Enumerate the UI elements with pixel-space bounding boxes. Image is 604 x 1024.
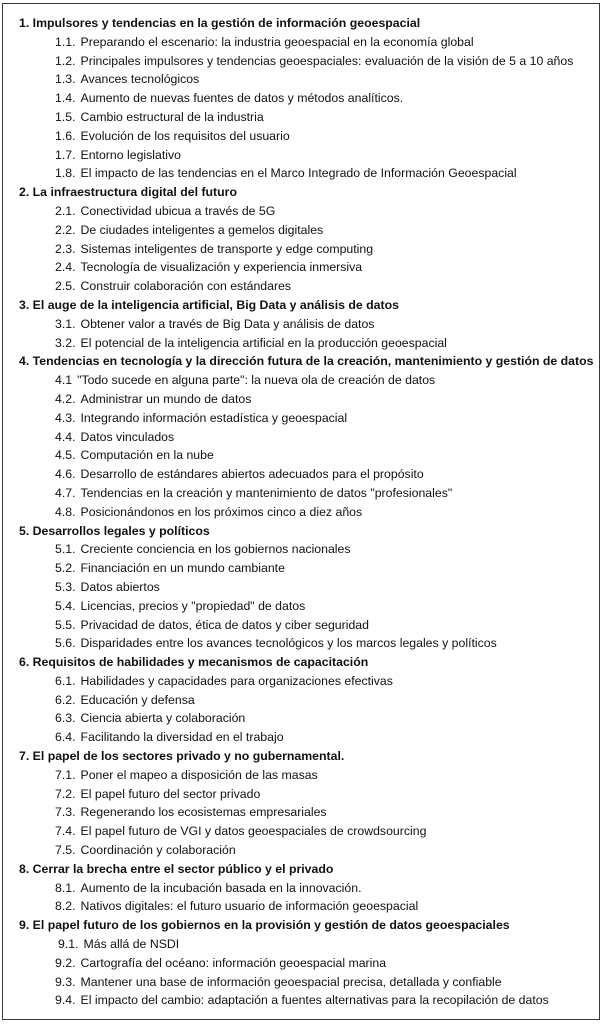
toc-section (3, 352, 601, 521)
entry-text: El papel futuro de VGI y datos geoespaciales de crowdsourcing (80, 824, 427, 839)
toc-entry (3, 127, 601, 146)
entry-text: Tendencias en la creación y mantenimiento de datos "profesionales" (80, 485, 453, 500)
entry-text: Mantener una base de información geoespacial precisa, detallada y confiable (80, 974, 502, 989)
entry-number: 9.4. (55, 993, 76, 1008)
section-heading: 7. El papel de los sectores privado y no gubernamental. (19, 749, 345, 764)
entry-text: Más allá de NSDI (83, 937, 180, 952)
toc-entry (3, 258, 601, 277)
entry-text: Licencias, precios y "propiedad" de datos (80, 598, 306, 613)
toc-entry (3, 597, 601, 616)
entry-text: Avances tecnológicos (80, 72, 200, 87)
entry-number: 6.4. (55, 730, 76, 745)
entry-text: Evolución de los requisitos del usuario (80, 128, 290, 143)
entry-text: El potencial de la inteligencia artificial en la producción geoespacial (80, 335, 447, 350)
entry-number: 5.5. (55, 617, 76, 632)
section-heading: 1. Impulsores y tendencias en la gestión de información geoespacial (19, 16, 421, 30)
toc-entry (3, 691, 601, 710)
toc-entry (3, 428, 601, 447)
toc-entry (3, 334, 601, 353)
entry-number: 5.1. (55, 542, 76, 557)
toc-entry (3, 954, 601, 973)
toc-entry (3, 371, 601, 390)
entry-text: Datos abiertos (80, 579, 160, 594)
entry-number: 2.5. (55, 279, 76, 294)
entry-text: Administrar un mundo de datos (80, 391, 252, 406)
entry-text: Cambio estructural de la industria (80, 109, 264, 124)
entry-number: 7.4. (55, 824, 76, 839)
section-heading: 2. La infraestructura digital del futuro (19, 185, 237, 200)
entry-number: 6.2. (55, 692, 76, 707)
section-heading: 4. Tendencias en tecnología y la dirección futura de la creación, mantenimiento y gestión de datos (19, 354, 594, 369)
entry-number: 6.1. (55, 673, 76, 688)
entry-text: Datos vinculados (80, 429, 175, 444)
section-heading: 9. El papel futuro de los gobiernos en la provisión y gestión de datos geoespaciales (19, 918, 510, 933)
entry-text: El papel futuro del sector privado (80, 786, 261, 801)
toc-section (3, 14, 601, 183)
toc-entry (3, 540, 601, 559)
toc-entry (3, 634, 601, 653)
entry-number: 4.5. (55, 448, 76, 463)
toc-entry (3, 221, 601, 240)
entry-text: Ciencia abierta y colaboración (80, 711, 246, 726)
entry-number: 2.3. (55, 241, 76, 256)
entry-number: 1.2. (55, 53, 76, 68)
section-heading: 6. Requisitos de habilidades y mecanismos de capacitación (19, 655, 369, 670)
entry-text: Sistemas inteligentes de transporte y edge computing (80, 241, 374, 256)
entry-number: 9.2. (55, 955, 76, 970)
entry-text: Conectividad ubicua a través de 5G (80, 203, 276, 218)
toc-entry (3, 503, 601, 522)
toc-entry (3, 240, 601, 259)
toc-entry (3, 728, 601, 747)
entry-number: 8.2. (55, 899, 76, 914)
toc-entry (3, 803, 601, 822)
entry-number: 1.6. (55, 128, 76, 143)
entry-number: 6.3. (55, 711, 76, 726)
toc-entry (3, 991, 601, 1010)
toc-entry (3, 390, 601, 409)
entry-number: 9.3. (55, 974, 76, 989)
entry-text: Nativos digitales: el futuro usuario de información geoespacial (80, 899, 419, 914)
entry-text: Computación en la nube (80, 448, 214, 463)
section-heading: 8. Cerrar la brecha entre el sector público y el privado (19, 861, 334, 876)
entry-text: Posicionándonos en los próximos cinco a diez años (80, 504, 363, 519)
entry-number: 1.1. (55, 34, 76, 49)
table-of-contents-frame (2, 3, 600, 1020)
entry-text: Regenerando los ecosistemas empresariales (80, 805, 327, 820)
entry-number: 2.4. (55, 260, 76, 275)
entry-number: 5.2. (55, 561, 76, 576)
entry-number: 2.1. (55, 203, 76, 218)
toc-entry (3, 108, 601, 127)
toc-entry (3, 879, 601, 898)
entry-text: Aumento de la incubación basada en la innovación. (80, 880, 362, 895)
entry-number: 1.5. (55, 109, 76, 124)
toc-entry (3, 33, 601, 52)
toc-entry (3, 277, 601, 296)
entry-text: Coordinación y colaboración (80, 843, 236, 858)
entry-text: Disparidades entre los avances tecnológicos y los marcos legales y políticos (80, 636, 497, 651)
toc-section (3, 747, 601, 860)
toc-section (3, 183, 601, 296)
entry-number: 7.1. (55, 767, 76, 782)
entry-number: 7.3. (55, 805, 76, 820)
toc-entry (3, 89, 601, 108)
toc-entry (3, 709, 601, 728)
toc-entry (3, 935, 601, 954)
toc-entry (3, 146, 601, 165)
entry-number: 4.6. (55, 467, 76, 482)
entry-number: 3.1. (55, 316, 76, 331)
section-heading: 5. Desarrollos legales y políticos (19, 523, 210, 538)
entry-text: El impacto de las tendencias en el Marco Integrado de Información Geoespacial (80, 166, 517, 181)
toc-section (3, 522, 601, 654)
toc-entry (3, 446, 601, 465)
entry-text: Privacidad de datos, ética de datos y ciber seguridad (80, 617, 369, 632)
toc-entry (3, 559, 601, 578)
table-of-contents (3, 14, 601, 1010)
entry-text: Aumento de nuevas fuentes de datos y métodos analíticos. (80, 91, 404, 106)
entry-number: 8.1. (55, 880, 76, 895)
entry-number: 4.4. (55, 429, 76, 444)
toc-entry (3, 766, 601, 785)
entry-number: 4.8. (55, 504, 76, 519)
entry-number: 1.3. (55, 72, 76, 87)
entry-number: 1.4. (55, 91, 76, 106)
entry-text: Integrando información estadística y geoespacial (80, 410, 348, 425)
entry-number: 4.7. (55, 485, 76, 500)
entry-text: Facilitando la diversidad en el trabajo (80, 730, 284, 745)
entry-text: Construir colaboración con estándares (80, 279, 292, 294)
entry-text: Financiación en un mundo cambiante (80, 561, 285, 576)
toc-entry (3, 973, 601, 992)
entry-text: Preparando el escenario: la industria geoespacial en la economía global (80, 34, 474, 49)
toc-entry (3, 465, 601, 484)
entry-text: Desarrollo de estándares abiertos adecuados para el propósito (80, 467, 424, 482)
entry-text: Principales impulsores y tendencias geoespaciales: evaluación de la visión de 5 a 10 años (80, 53, 574, 68)
toc-entry (3, 70, 601, 89)
toc-entry (3, 52, 601, 71)
entry-text: De ciudades inteligentes a gemelos digitales (80, 222, 324, 237)
toc-entry (3, 202, 601, 221)
entry-text: Cartografía del océano: información geoespacial marina (80, 955, 387, 970)
entry-text: Habilidades y capacidades para organizaciones efectivas (80, 673, 393, 688)
entry-text: El impacto del cambio: adaptación a fuentes alternativas para la recopilación de datos (80, 993, 549, 1008)
entry-number: 1.8. (55, 166, 76, 181)
entry-number: 5.6. (55, 636, 76, 651)
entry-text: Poner el mapeo a disposición de las masas (80, 767, 318, 782)
toc-entry (3, 897, 601, 916)
toc-entry (3, 841, 601, 860)
entry-number: 2.2. (55, 222, 76, 237)
entry-number: 1.7. (55, 147, 76, 162)
toc-entry (3, 578, 601, 597)
entry-number: 5.3. (55, 579, 76, 594)
toc-section (3, 296, 601, 352)
entry-number: 4.1 (55, 373, 73, 388)
entry-number: 4.3. (55, 410, 76, 425)
entry-text: Tecnología de visualización y experiencia inmersiva (80, 260, 363, 275)
entry-number: 7.2. (55, 786, 76, 801)
toc-entry (3, 409, 601, 428)
toc-entry (3, 164, 601, 183)
toc-section (3, 916, 601, 1010)
entry-number: 9.1. (58, 937, 79, 952)
entry-number: 5.4. (55, 598, 76, 613)
toc-section (3, 653, 601, 747)
section-heading: 3. El auge de la inteligencia artificial, Big Data y análisis de datos (19, 297, 399, 312)
toc-entry (3, 672, 601, 691)
entry-text: Obtener valor a través de Big Data y análisis de datos (80, 316, 375, 331)
entry-text: "Todo sucede en alguna parte": la nueva ola de creación de datos (77, 373, 436, 388)
entry-text: Creciente conciencia en los gobiernos nacionales (80, 542, 351, 557)
entry-number: 7.5. (55, 843, 76, 858)
toc-entry (3, 616, 601, 635)
toc-entry (3, 484, 601, 503)
toc-entry (3, 822, 601, 841)
entry-text: Educación y defensa (80, 692, 195, 707)
toc-entry (3, 785, 601, 804)
entry-text: Entorno legislativo (80, 147, 181, 162)
toc-section (3, 860, 601, 916)
toc-entry (3, 315, 601, 334)
entry-number: 4.2. (55, 391, 76, 406)
entry-number: 3.2. (55, 335, 76, 350)
